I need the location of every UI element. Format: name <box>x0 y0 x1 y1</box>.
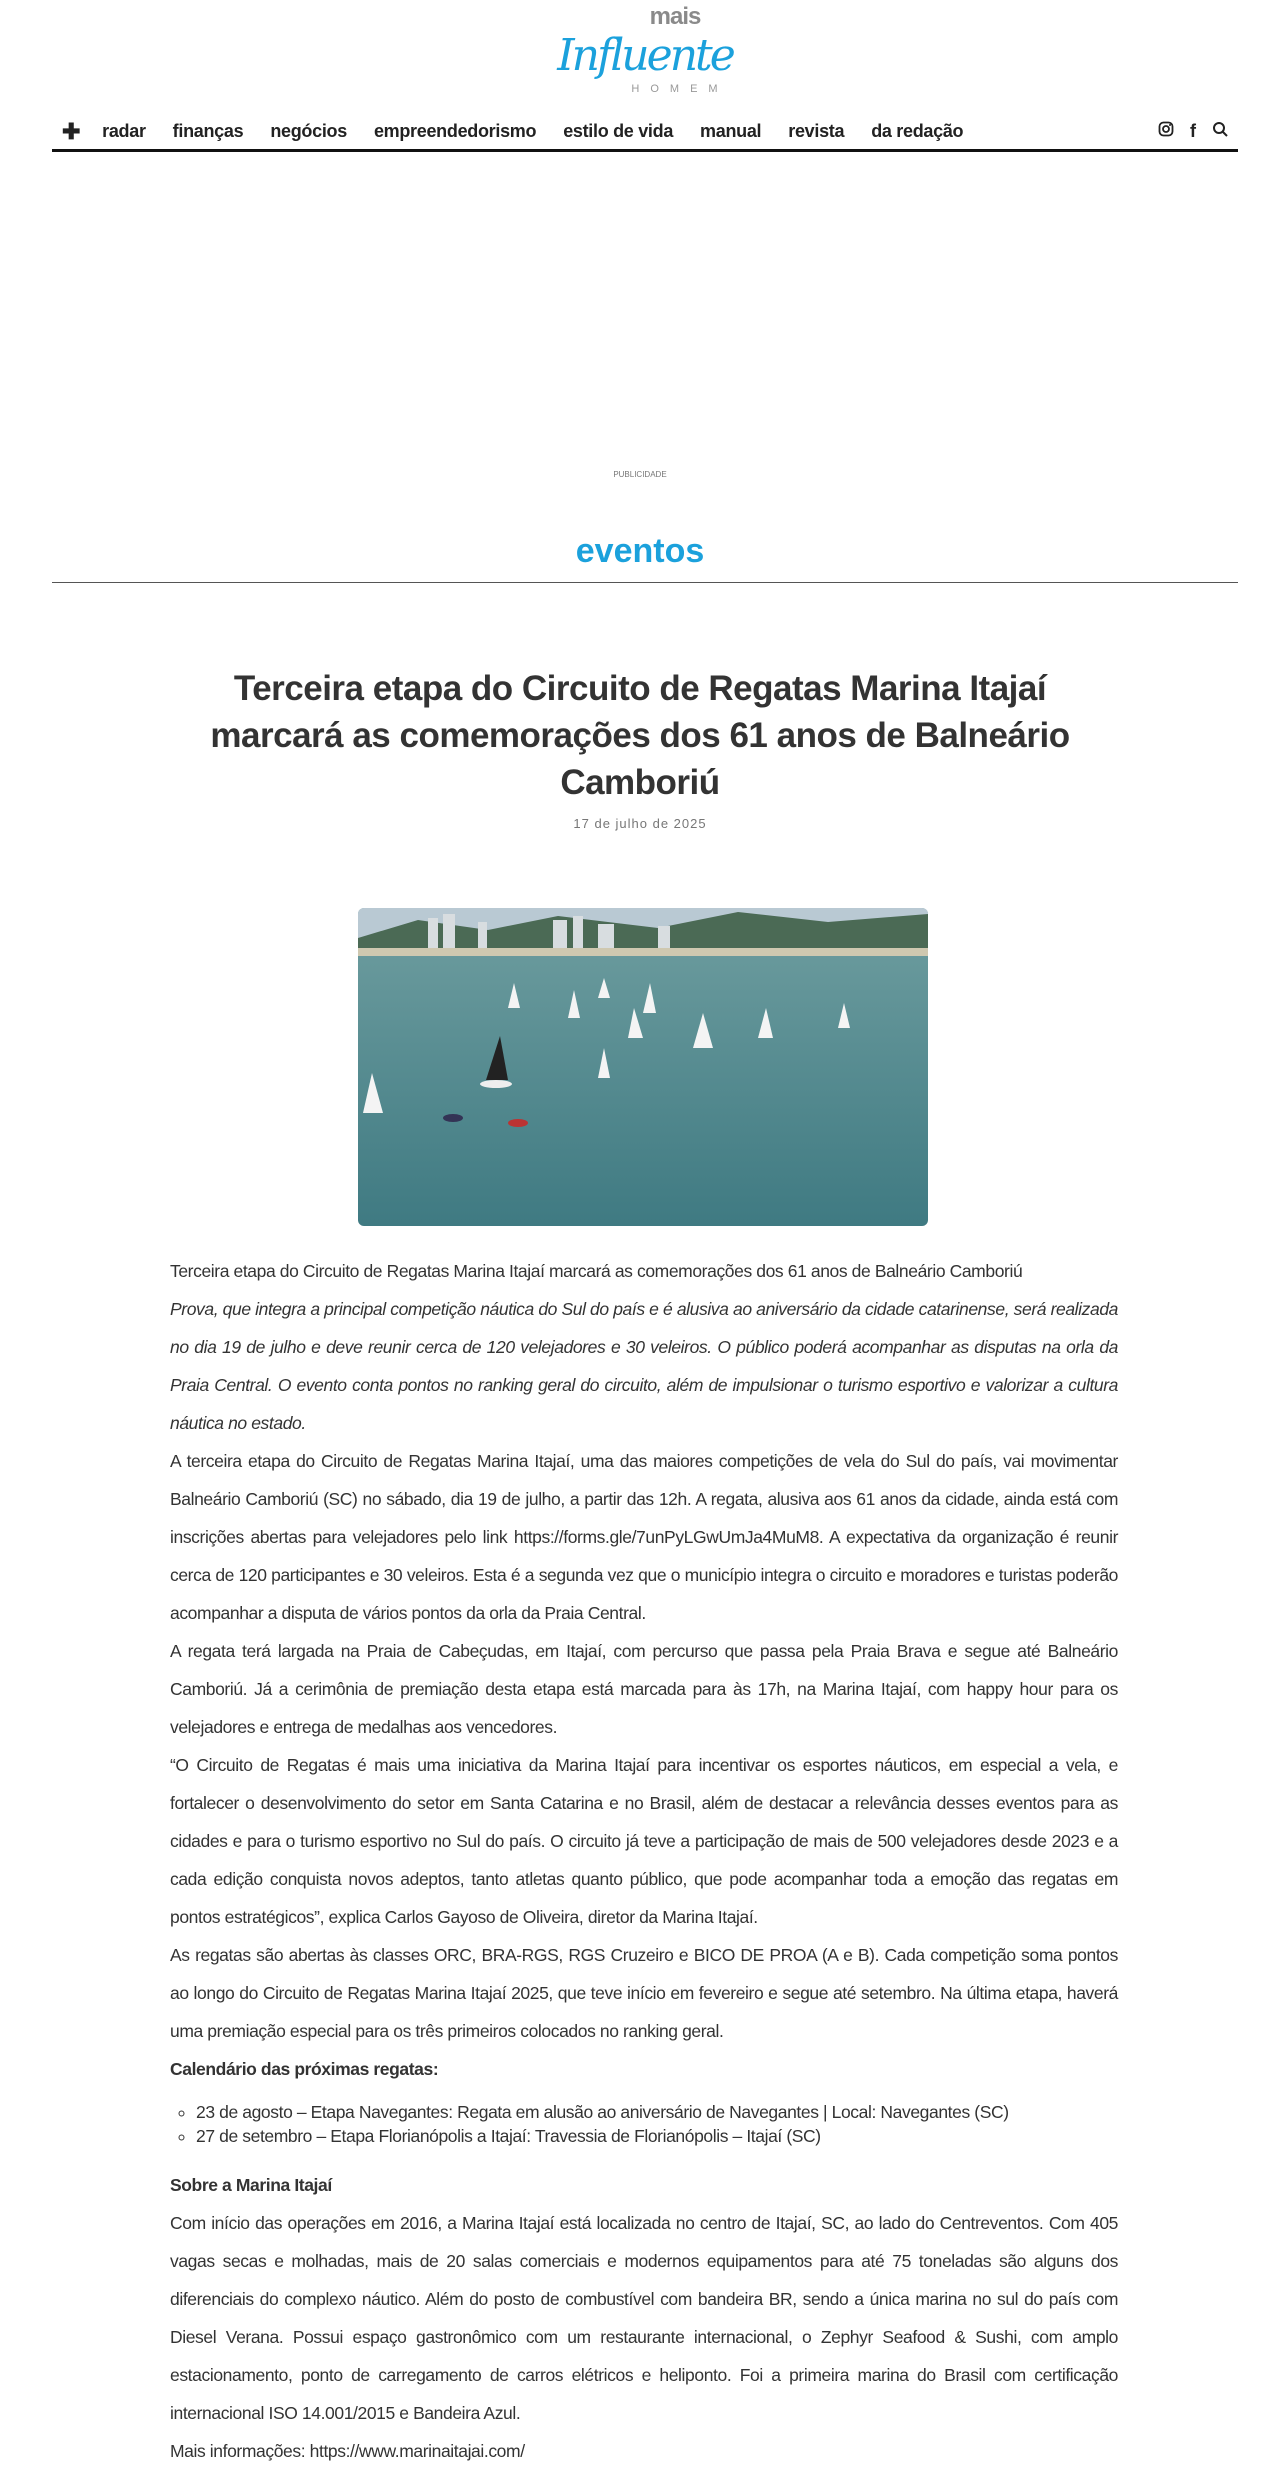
nav-empreendedorismo[interactable]: empreendedorismo <box>373 121 537 141</box>
logo-homem: HOMEM <box>631 83 729 95</box>
article-header <box>200 665 1080 832</box>
nav-da-redacao[interactable]: da redação <box>871 121 964 141</box>
divider <box>52 582 1238 583</box>
search-icon[interactable] <box>1212 121 1228 142</box>
logo-mais: mais <box>649 3 701 30</box>
paragraph: Com início das operações em 2016, a Marina Itajaí está localizada no centro de Itajaí, SC, ao lado do Centreventos. Com 405 vagas secas e molhadas, mais de 20 salas comerciais e modernos equipamentos para até 75 toneladas são alguns dos diferenciais do complexo náutico. Além do posto de combustível com bandeira BR, sendo a única marina no sul do país com Diesel Verana. Possui espaço gastronômico com um restaurante internacional, o Zephyr Seafood & Sushi, com amplo estacionamento, ponto de carregamento de carros elétricos e heliponto. Foi a primeira marina do Brasil com certificação internacional ISO 14.001/2015 e Bandeira Azul. <box>170 2213 1118 2423</box>
list-item: ◦ 27 de setembro – Etapa Florianópolis a Itajaí: Travessia de Florianópolis – Itajaí (SC) <box>196 2124 1118 2148</box>
nav-financas[interactable]: finanças <box>172 121 244 141</box>
paragraph: Terceira etapa do Circuito de Regatas Marina Itajaí marcará as comemorações dos 61 anos de Balneário Camboriú <box>170 1261 1023 1281</box>
calendar-heading: Calendário das próximas regatas: <box>170 2059 439 2079</box>
paragraph: A terceira etapa do Circuito de Regatas Marina Itajaí, uma das maiores competições de vela do Sul do país, vai movimentar Balneário Camboriú (SC) no sábado, dia 19 de julho, a partir das 12h. A regata, alusiva aos 61 anos da cidade, ainda está com inscrições abertas para velejadores pelo link https://forms.gle/7unPyLGwUmJa4MuM8. A expectativa da organização é reunir cerca de 120 participantes e 30 veleiros. Esta é a segunda vez que o município integra o circuito e moradores e turistas poderão acompanhar a disputa de vários pontos da orla da Praia Central. <box>170 1451 1118 1623</box>
article-body <box>170 1252 1118 2470</box>
list-item: ◦ 23 de agosto – Etapa Navegantes: Regata em alusão ao aniversário de Navegantes | Local: Navegantes (SC) <box>196 2100 1118 2124</box>
paragraph: A regata terá largada na Praia de Cabeçudas, em Itajaí, com percurso que passa pela Praia Brava e segue até Balneário Camboriú. Já a cerimônia de premiação desta etapa está marcada para às 17h, na Marina Itajaí, com happy hour para os velejadores e entrega de medalhas aos vencedores. <box>170 1641 1118 1737</box>
calendar-list <box>196 2100 1118 2148</box>
about-heading-line <box>170 2166 1118 2204</box>
article-date: 17 de julho de 2025 <box>573 816 707 831</box>
article-image <box>358 908 928 1226</box>
nav-negocios[interactable]: negócios <box>270 121 347 141</box>
lead-paragraph <box>170 1290 1118 1442</box>
calendar-heading-line <box>170 2050 1118 2088</box>
nav-estilo-de-vida[interactable]: estilo de vida <box>563 121 674 141</box>
paragraph: As regatas são abertas às classes ORC, BRA-RGS, RGS Cruzeiro e BICO DE PROA (A e B). Cada competição soma pontos ao longo do Circuito de Regatas Marina Itajaí 2025, que teve início em fevereiro e segue até setembro. Na última etapa, haverá uma premiação especial para os três primeiros colocados no ranking geral. <box>170 1945 1118 2041</box>
lead-text: Prova, que integra a principal competição náutica do Sul do país e é alusiva ao aniversário da cidade catarinense, será realizada no dia 19 de julho e deve reunir cerca de 120 velejadores e 30 veleiros. O público poderá acompanhar as disputas na orla da Praia Central. O evento conta pontos no ranking geral do circuito, além de impulsionar o turismo esportivo e valorizar a cultura náutica no estado. <box>170 1299 1118 1433</box>
more-info-link[interactable]: Mais informações: https://www.marinaitajai.com/ <box>170 2441 525 2461</box>
ad-label: PUBLICIDADE <box>613 470 667 479</box>
nav-revista[interactable]: revista <box>788 121 845 141</box>
main-nav <box>52 114 1238 152</box>
nav-manual[interactable]: manual <box>700 121 762 141</box>
category-title[interactable]: eventos <box>575 532 705 570</box>
logo-influente: Influente <box>557 30 733 81</box>
plus-icon[interactable]: ✚ <box>62 118 81 144</box>
site-logo[interactable] <box>520 4 770 110</box>
nav-radar[interactable]: radar <box>102 121 146 141</box>
instagram-icon[interactable] <box>1158 121 1174 142</box>
about-heading: Sobre a Marina Itajaí <box>170 2175 332 2195</box>
facebook-icon[interactable]: f <box>1190 121 1196 141</box>
article-title: Terceira etapa do Circuito de Regatas Marina Itajaí marcará as comemorações dos 61 anos de Balneário Camboriú <box>210 669 1070 802</box>
paragraph: “O Circuito de Regatas é mais uma iniciativa da Marina Itajaí para incentivar os esportes náuticos, em especial a vela, e fortalecer o desenvolvimento do setor em Santa Catarina e no Brasil, além de destacar a relevância desses eventos para as cidades e para o turismo esportivo no Sul do país. O circuito já teve a participação de mais de 500 velejadores desde 2023 e a cada edição conquista novos adeptos, tanto atletas quanto público, que pode acompanhar toda a emoção das regatas em pontos estratégicos”, explica Carlos Gayoso de Oliveira, diretor da Marina Itajaí. <box>170 1755 1118 1927</box>
